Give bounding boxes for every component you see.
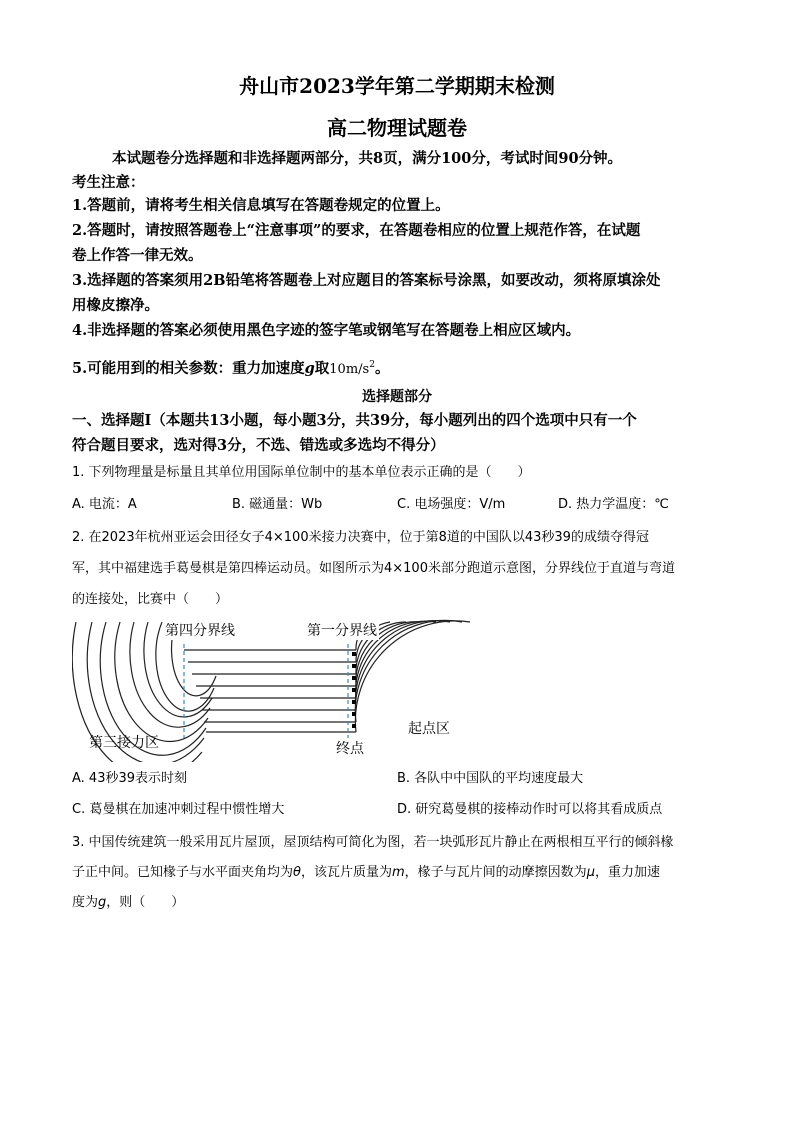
q3-stem-line3 bbox=[72, 890, 732, 916]
q1-option-d: D. 热力学温度：℃ bbox=[558, 497, 669, 512]
notice-heading: 考生注意： bbox=[72, 174, 145, 191]
q3-text: ，则（ ） bbox=[106, 895, 185, 910]
notice-item-5-var: g bbox=[304, 359, 315, 377]
q3-var-mu: μ bbox=[586, 865, 595, 880]
notice-item-5-end: 。 bbox=[374, 359, 390, 377]
notice-item-5-mid: 取 bbox=[314, 359, 330, 377]
notice-item-3: 3.选择题的答案须用2B铅笔将答题卷上对应题目的答案标号涂黑，如要改动，须将原填涂处 bbox=[72, 272, 661, 289]
notice-item-3-cont: 用橡皮擦净。 bbox=[72, 297, 159, 314]
exam-title: 舟山市2023学年第二学期期末检测 bbox=[239, 74, 555, 98]
q2-option-a: A. 43秒39表示时刻 bbox=[72, 771, 188, 786]
notice-item-2: 2.答题时，请按照答题卷上“注意事项”的要求，在答题卷相应的位置上规范作答，在试题 bbox=[72, 222, 641, 239]
q3-stem-line2 bbox=[72, 860, 732, 886]
q3-stem-line1: 3. 中国传统建筑一般采用瓦片屋顶，屋顶结构可简化为图，若一块弧形瓦片静止在两根相互平行的倾斜椽 bbox=[72, 835, 674, 850]
notice-item-1: 1.答题前，请将考生相关信息填写在答题卷规定的位置上。 bbox=[72, 197, 450, 214]
label-fourth-boundary: 第四分界线 bbox=[163, 620, 237, 640]
section-title: 选择题部分 bbox=[362, 389, 432, 405]
q3-var-g: g bbox=[98, 895, 107, 910]
intro-text: 本试题卷分选择题和非选择题两部分，共8页，满分100分，考试时间90分钟。 bbox=[112, 150, 623, 167]
notice-item-5-value: 10m/s bbox=[329, 361, 370, 377]
notice-item-5-exp: 2 bbox=[369, 360, 375, 370]
q1-option-a: A. 电流：A bbox=[72, 497, 137, 512]
notice-item-5-prefix: 5.可能用到的相关参数：重力加速度 bbox=[72, 359, 305, 377]
exam-subtitle: 高二物理试题卷 bbox=[327, 116, 467, 140]
q3-var-theta: θ bbox=[293, 865, 301, 880]
label-finish: 终点 bbox=[336, 741, 364, 757]
q1-option-b: B. 磁通量：Wb bbox=[232, 497, 323, 512]
q2-option-b: B. 各队中中国队的平均速度最大 bbox=[397, 771, 584, 786]
label-start-zone: 起点区 bbox=[408, 721, 450, 737]
q3-text: ，重力加速 bbox=[594, 865, 660, 880]
q3-text: 度为 bbox=[72, 895, 99, 910]
label-third-relay-zone: 第三接力区 bbox=[89, 735, 159, 751]
q2-option-c: C. 葛曼棋在加速冲刺过程中惯性增大 bbox=[72, 802, 285, 817]
q3-text: 子正中间。已知椽子与水平面夹角均为 bbox=[72, 865, 294, 880]
q1-option-c: C. 电场强度：V/m bbox=[397, 497, 506, 512]
q3-text: ，该瓦片质量为 bbox=[300, 865, 392, 880]
part1-instructions-line2: 符合题目要求，选对得3分，不选、错选或多选均不得分） bbox=[72, 437, 445, 454]
notice-item-4: 4.非选择题的答案必须使用黑色字迹的签字笔或钢笔写在答题卷上相应区域内。 bbox=[72, 322, 581, 339]
part1-instructions-line1: 一、选择题Ⅰ（本题共13小题，每小题3分，共39分，每小题列出的四个选项中只有一个 bbox=[72, 412, 637, 429]
q2-option-d: D. 研究葛曼棋的接棒动作时可以将其看成质点 bbox=[397, 802, 663, 817]
q1-stem: 1. 下列物理量是标量且其单位用国际单位制中的基本单位表示正确的是（ ） bbox=[72, 465, 531, 480]
label-first-boundary: 第一分界线 bbox=[305, 620, 379, 640]
q2-stem-line1: 2. 在2023年杭州亚运会田径女子4×100米接力决赛中，位于第8道的中国队以43秒39的成绩夺得冠 bbox=[72, 530, 649, 545]
notice-item-5 bbox=[72, 352, 732, 383]
q2-stem-line3: 的连接处，比赛中（ ） bbox=[72, 592, 229, 607]
q2-stem-line2: 军，其中福建选手葛曼棋是第四棒运动员。如图所示为4×100米部分跑道示意图，分界线位于直道与弯道 bbox=[72, 561, 675, 576]
notice-item-2-cont: 卷上作答一律无效。 bbox=[72, 247, 203, 264]
q3-text: ，椽子与瓦片间的动摩擦因数为 bbox=[404, 865, 587, 880]
q3-var-m: m bbox=[392, 865, 405, 880]
